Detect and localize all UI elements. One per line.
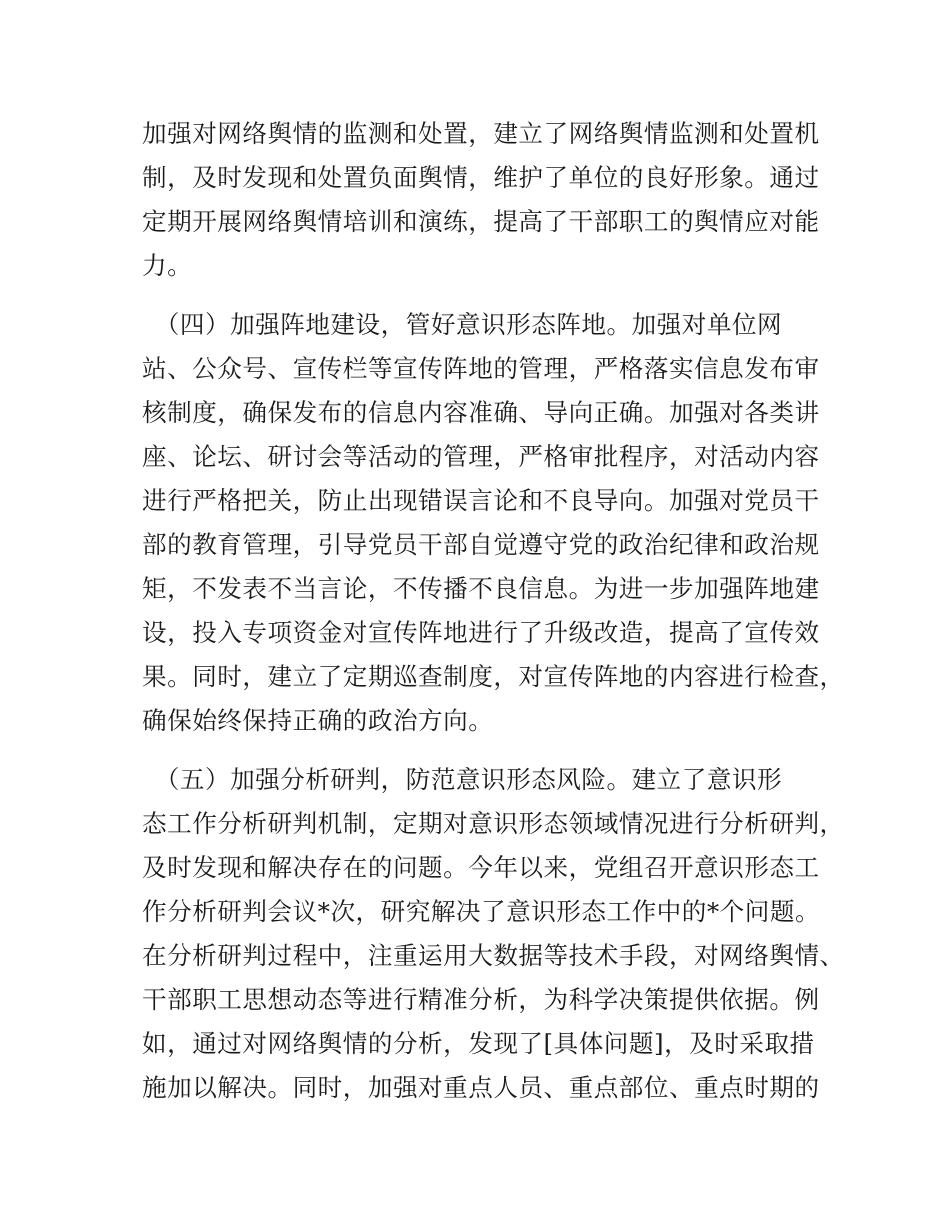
text-line: 态工作分析研判机制，定期对意识形态领域情况进行分析研判， (142, 809, 845, 838)
paragraph-spacing (142, 743, 822, 758)
text-line: 确保始终保持正确的政治方向。 (142, 706, 494, 735)
paragraph-spacing (142, 288, 822, 303)
text-line: 在分析研判过程中，注重运用大数据等技术手段，对网络舆情、 (142, 941, 845, 970)
paragraph-analysis-judgment (142, 758, 845, 1110)
text-line: 座、论坛、研讨会等活动的管理，严格审批程序，对活动内容 (142, 442, 820, 471)
text-line: 核制度，确保发布的信息内容准确、导向正确。加强对各类讲 (142, 398, 820, 427)
text-line: 力。 (142, 251, 193, 280)
text-line: 进行严格把关，防止出现错误言论和不良导向。加强对党员干 (142, 486, 820, 515)
text-line: 及时发现和解决存在的问题。今年以来，党组召开意识形态工 (142, 853, 820, 882)
text-line: 果。同时，建立了定期巡查制度，对宣传阵地的内容进行检查， (142, 662, 845, 691)
text-line: 如，通过对网络舆情的分析，发现了[具体问题]，及时采取措 (142, 1029, 815, 1058)
paragraph-position-building (142, 303, 845, 743)
text-line: （五）加强分析研判，防范意识形态风险。建立了意识形 (142, 765, 783, 794)
text-line: 加强对网络舆情的监测和处置，建立了网络舆情监测和处置机 (142, 119, 820, 148)
text-line: 部的教育管理，引导党员干部自觉遵守党的政治纪律和政治规 (142, 530, 820, 559)
text-line: 制，及时发现和处置负面舆情，维护了单位的良好形象。通过 (142, 163, 820, 192)
text-line: 作分析研判会议*次，研究解决了意识形态工作中的*个问题。 (142, 897, 821, 926)
text-line: 矩，不发表不当言论，不传播不良信息。为进一步加强阵地建 (142, 574, 820, 603)
document-body (142, 112, 845, 1110)
text-line: 干部职工思想动态等进行精准分析，为科学决策提供依据。例 (142, 985, 820, 1014)
text-line: 设，投入专项资金对宣传阵地进行了升级改造，提高了宣传效 (142, 618, 820, 647)
paragraph-network-opinion (142, 112, 822, 288)
text-line: 定期开展网络舆情培训和演练，提高了干部职工的舆情应对能 (142, 207, 820, 236)
text-line: 站、公众号、宣传栏等宣传阵地的管理，严格落实信息发布审 (142, 354, 820, 383)
text-line: 施加以解决。同时，加强对重点人员、重点部位、重点时期的 (142, 1073, 820, 1102)
text-line: （四）加强阵地建设，管好意识形态阵地。加强对单位网 (142, 310, 783, 339)
